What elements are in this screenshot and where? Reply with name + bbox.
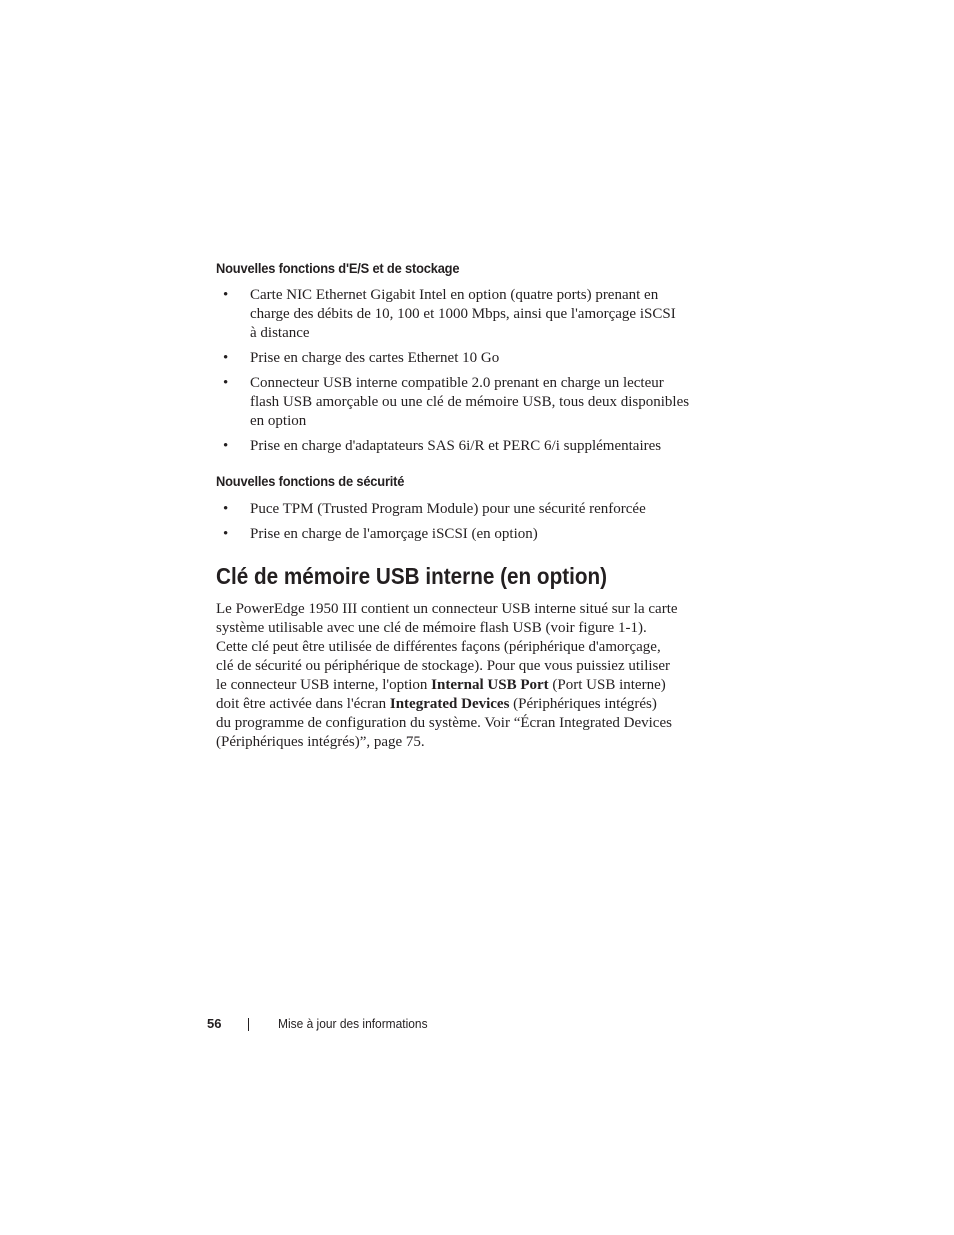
para-line bbox=[216, 695, 736, 714]
bullet-text-line: Carte NIC Ethernet Gigabit Intel en option (quatre ports) prenant en bbox=[250, 287, 659, 303]
bullet-text-line: à distance bbox=[250, 325, 310, 341]
para-text: (Périphériques intégrés) bbox=[509, 696, 657, 712]
bullet-dot: • bbox=[223, 501, 229, 517]
footer-divider bbox=[248, 1018, 249, 1031]
io-storage-list bbox=[216, 286, 716, 462]
bullet-text-line: Connecteur USB interne compatible 2.0 prenant en charge un lecteur bbox=[250, 375, 664, 391]
usb-key-heading: Clé de mémoire USB interne (en option) bbox=[216, 563, 608, 589]
para-line: du programme de configuration du système. Voir “Écran Integrated Devices bbox=[216, 715, 672, 731]
bullet-text-line: Puce TPM (Trusted Program Module) pour une sécurité renforcée bbox=[250, 501, 646, 517]
security-heading: Nouvelles fonctions de sécurité bbox=[216, 473, 405, 489]
bullet-item bbox=[216, 500, 716, 519]
para-text: (Port USB interne) bbox=[548, 677, 666, 693]
bullet-text-line: flash USB amorçable ou une clé de mémoire USB, tous deux disponibles bbox=[250, 394, 690, 410]
usb-key-paragraph bbox=[216, 600, 736, 752]
bullet-item bbox=[216, 437, 716, 456]
para-line bbox=[216, 676, 736, 695]
para-line: clé de sécurité ou périphérique de stockage). Pour que vous puissiez utiliser bbox=[216, 658, 671, 674]
bullet-item bbox=[216, 525, 716, 544]
bullet-dot: • bbox=[223, 287, 229, 303]
footer-title: Mise à jour des informations bbox=[278, 1016, 428, 1031]
para-text: doit être activée dans l'écran bbox=[216, 696, 390, 712]
option-internal-usb-port: Internal USB Port bbox=[431, 677, 549, 693]
bullet-text-line: en option bbox=[250, 413, 307, 429]
bullet-dot: • bbox=[223, 375, 229, 391]
bullet-dot: • bbox=[223, 438, 229, 454]
security-list bbox=[216, 500, 716, 550]
page-number: 56 bbox=[207, 1016, 222, 1031]
bullet-item bbox=[216, 374, 716, 431]
bullet-text-line: Prise en charge d'adaptateurs SAS 6i/R et PERC 6/i supplémentaires bbox=[250, 438, 662, 454]
para-text: le connecteur USB interne, l'option bbox=[216, 677, 432, 693]
page-footer bbox=[0, 1016, 954, 1036]
para-line: (Périphériques intégrés)”, page 75. bbox=[216, 734, 425, 750]
io-storage-heading: Nouvelles fonctions d'E/S et de stockage bbox=[216, 260, 460, 276]
para-line: Cette clé peut être utilisée de différentes façons (périphérique d'amorçage, bbox=[216, 639, 661, 655]
bullet-text-line: Prise en charge de l'amorçage iSCSI (en option) bbox=[250, 526, 538, 542]
para-line: Le PowerEdge 1950 III contient un connecteur USB interne situé sur la carte bbox=[216, 601, 678, 617]
bullet-item bbox=[216, 349, 716, 368]
screen-integrated-devices: Integrated Devices bbox=[389, 696, 510, 712]
bullet-item bbox=[216, 286, 716, 343]
bullet-dot: • bbox=[223, 350, 229, 366]
bullet-dot: • bbox=[223, 526, 229, 542]
para-line: système utilisable avec une clé de mémoire flash USB (voir figure 1-1). bbox=[216, 620, 647, 636]
bullet-text-line: Prise en charge des cartes Ethernet 10 Go bbox=[250, 350, 500, 366]
bullet-text-line: charge des débits de 10, 100 et 1000 Mbps, ainsi que l'amorçage iSCSI bbox=[250, 306, 676, 322]
